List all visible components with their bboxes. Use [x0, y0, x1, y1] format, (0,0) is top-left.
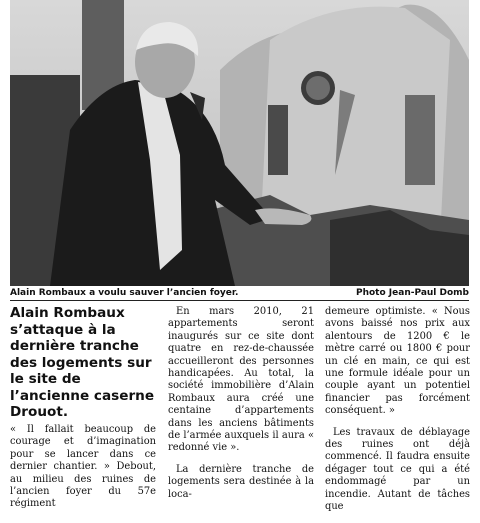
article-headline: Alain Rombaux s’attaque à la dernière tranche des logements sur le site de l’ancienne caserne Drouot.	[10, 305, 155, 420]
paragraph: demeure optimiste. « Nous avons baissé nos prix aux alentours de 1200 € le mètre carré ou 1800 € pour un clé en main, ce qui est une formule idéale pour un couple ayant un potentiel financier pas forcément conséquent. »	[325, 306, 470, 417]
photo-caption-bar	[10, 286, 469, 300]
article-photo	[10, 0, 469, 286]
paragraph: En mars 2010, 21 appartements seront inaugurés sur ce site dont quatre en rez-de-chaussée accueilleront des personnes handicapées. Au total, la société immobilière d’Alain Rombaux aura créé une centaine d’appartements dans les anciens bâtiments de l’armée auxquels il aura « redonné vie ».	[168, 306, 314, 454]
article-column-2	[168, 306, 314, 510]
paragraph: Les travaux de déblayage des ruines ont déjà commencé. Il faudra ensuite dégager tout ce qui a été endommagé par un incendie. Autant de tâches que	[325, 426, 470, 513]
photo-caption: Alain Rombaux a voulu sauver l’ancien foyer.	[10, 288, 239, 298]
caption-rule	[10, 300, 469, 301]
article-column-1	[10, 424, 156, 520]
article-column-3	[325, 306, 470, 523]
paragraph: La dernière tranche de logements sera destinée à la loca-	[168, 463, 314, 500]
photo-illustration	[10, 0, 469, 286]
photo-credit: Photo Jean-Paul Domb	[355, 288, 469, 298]
paragraph: « Il fallait beaucoup de courage et d’imagination pour se lancer dans ce dernier chantier. » Debout, au milieu des ruines de l’ancien foyer du 57e régiment	[10, 424, 156, 510]
